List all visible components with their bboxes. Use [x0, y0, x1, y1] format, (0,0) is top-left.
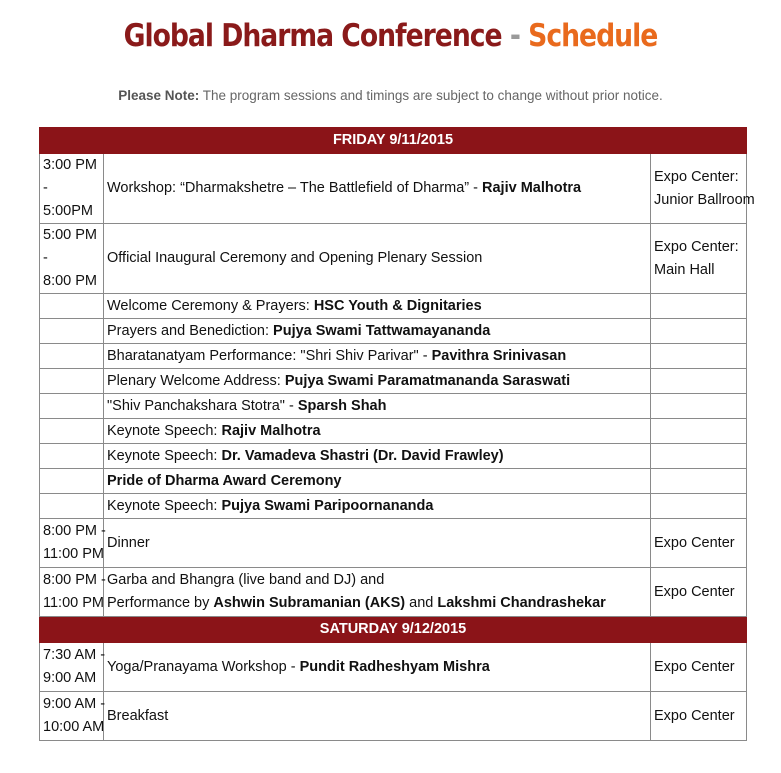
title-accent: Schedule: [528, 18, 658, 54]
event-cell: Breakfast: [104, 692, 651, 741]
location-cell: [651, 369, 747, 394]
table-row: [40, 494, 747, 519]
table-row: [40, 344, 747, 369]
event-cell: Keynote Speech: Dr. Vamadeva Shastri (Dr. David Frawley): [104, 444, 651, 469]
table-row: [40, 568, 747, 617]
time-cell: [40, 494, 104, 519]
event-cell: Keynote Speech: Pujya Swami Paripoornananda: [104, 494, 651, 519]
time-cell: 5:00 PM - 8:00 PM: [40, 224, 104, 294]
event-cell: Dinner: [104, 519, 651, 568]
table-row: [40, 369, 747, 394]
event-cell: Prayers and Benediction: Pujya Swami Tattwamayananda: [104, 319, 651, 344]
time-cell: [40, 369, 104, 394]
table-row: [40, 469, 747, 494]
location-cell: Expo Center: [651, 568, 747, 617]
day-heading: SATURDAY 9/12/2015: [40, 617, 747, 643]
location-cell: Expo Center: [651, 519, 747, 568]
table-row: [40, 519, 747, 568]
notice-text: The program sessions and timings are subject to change without prior notice.: [202, 88, 663, 103]
event-cell: Garba and Bhangra (live band and DJ) and Performance by Ashwin Subramanian (AKS) and Lakshmi Chandrashekar: [104, 568, 651, 617]
event-cell: Yoga/Pranayama Workshop - Pundit Radheshyam Mishra: [104, 643, 651, 692]
time-cell: [40, 419, 104, 444]
table-row: [40, 394, 747, 419]
title-dash: -: [509, 18, 520, 54]
time-cell: 8:00 PM - 11:00 PM: [40, 568, 104, 617]
location-cell: [651, 344, 747, 369]
time-cell: 7:30 AM - 9:00 AM: [40, 643, 104, 692]
location-cell: [651, 444, 747, 469]
location-cell: [651, 394, 747, 419]
time-cell: 3:00 PM - 5:00PM: [40, 154, 104, 224]
location-cell: Expo Center: [651, 692, 747, 741]
event-cell: Welcome Ceremony & Prayers: HSC Youth & Dignitaries: [104, 294, 651, 319]
event-cell: Plenary Welcome Address: Pujya Swami Paramatmananda Saraswati: [104, 369, 651, 394]
location-cell: [651, 419, 747, 444]
time-cell: [40, 469, 104, 494]
table-row: [40, 643, 747, 692]
location-cell: [651, 469, 747, 494]
location-cell: [651, 319, 747, 344]
table-row: [40, 319, 747, 344]
location-cell: [651, 494, 747, 519]
schedule-table: [39, 127, 755, 741]
table-row: [40, 294, 747, 319]
event-cell: Keynote Speech: Rajiv Malhotra: [104, 419, 651, 444]
table-row: [40, 154, 747, 224]
location-cell: [651, 294, 747, 319]
event-cell: Pride of Dharma Award Ceremony: [104, 469, 651, 494]
title-main: Global Dharma Conference: [123, 18, 502, 54]
time-cell: [40, 344, 104, 369]
table-row: [40, 224, 747, 294]
location-cell: Expo Center: Main Hall: [651, 224, 747, 294]
notice-label: Please Note:: [118, 88, 200, 103]
day-heading: FRIDAY 9/11/2015: [40, 128, 747, 154]
event-cell: "Shiv Panchakshara Stotra" - Sparsh Shah: [104, 394, 651, 419]
table-row: [40, 419, 747, 444]
day-header-saturday: [40, 617, 747, 643]
day-header-friday: [40, 128, 747, 154]
page-title: [55, 18, 727, 54]
event-cell: Workshop: “Dharmakshetre – The Battlefield of Dharma” - Rajiv Malhotra: [104, 154, 651, 224]
time-cell: [40, 444, 104, 469]
notice: [0, 88, 781, 103]
time-cell: [40, 294, 104, 319]
event-cell: Official Inaugural Ceremony and Opening Plenary Session: [104, 224, 651, 294]
table-row: [40, 444, 747, 469]
location-cell: Expo Center: Junior Ballroom: [651, 154, 747, 224]
event-cell: Bharatanatyam Performance: "Shri Shiv Parivar" - Pavithra Srinivasan: [104, 344, 651, 369]
time-cell: [40, 319, 104, 344]
time-cell: [40, 394, 104, 419]
location-cell: Expo Center: [651, 643, 747, 692]
table-row: [40, 692, 747, 741]
time-cell: 8:00 PM - 11:00 PM: [40, 519, 104, 568]
time-cell: 9:00 AM - 10:00 AM: [40, 692, 104, 741]
